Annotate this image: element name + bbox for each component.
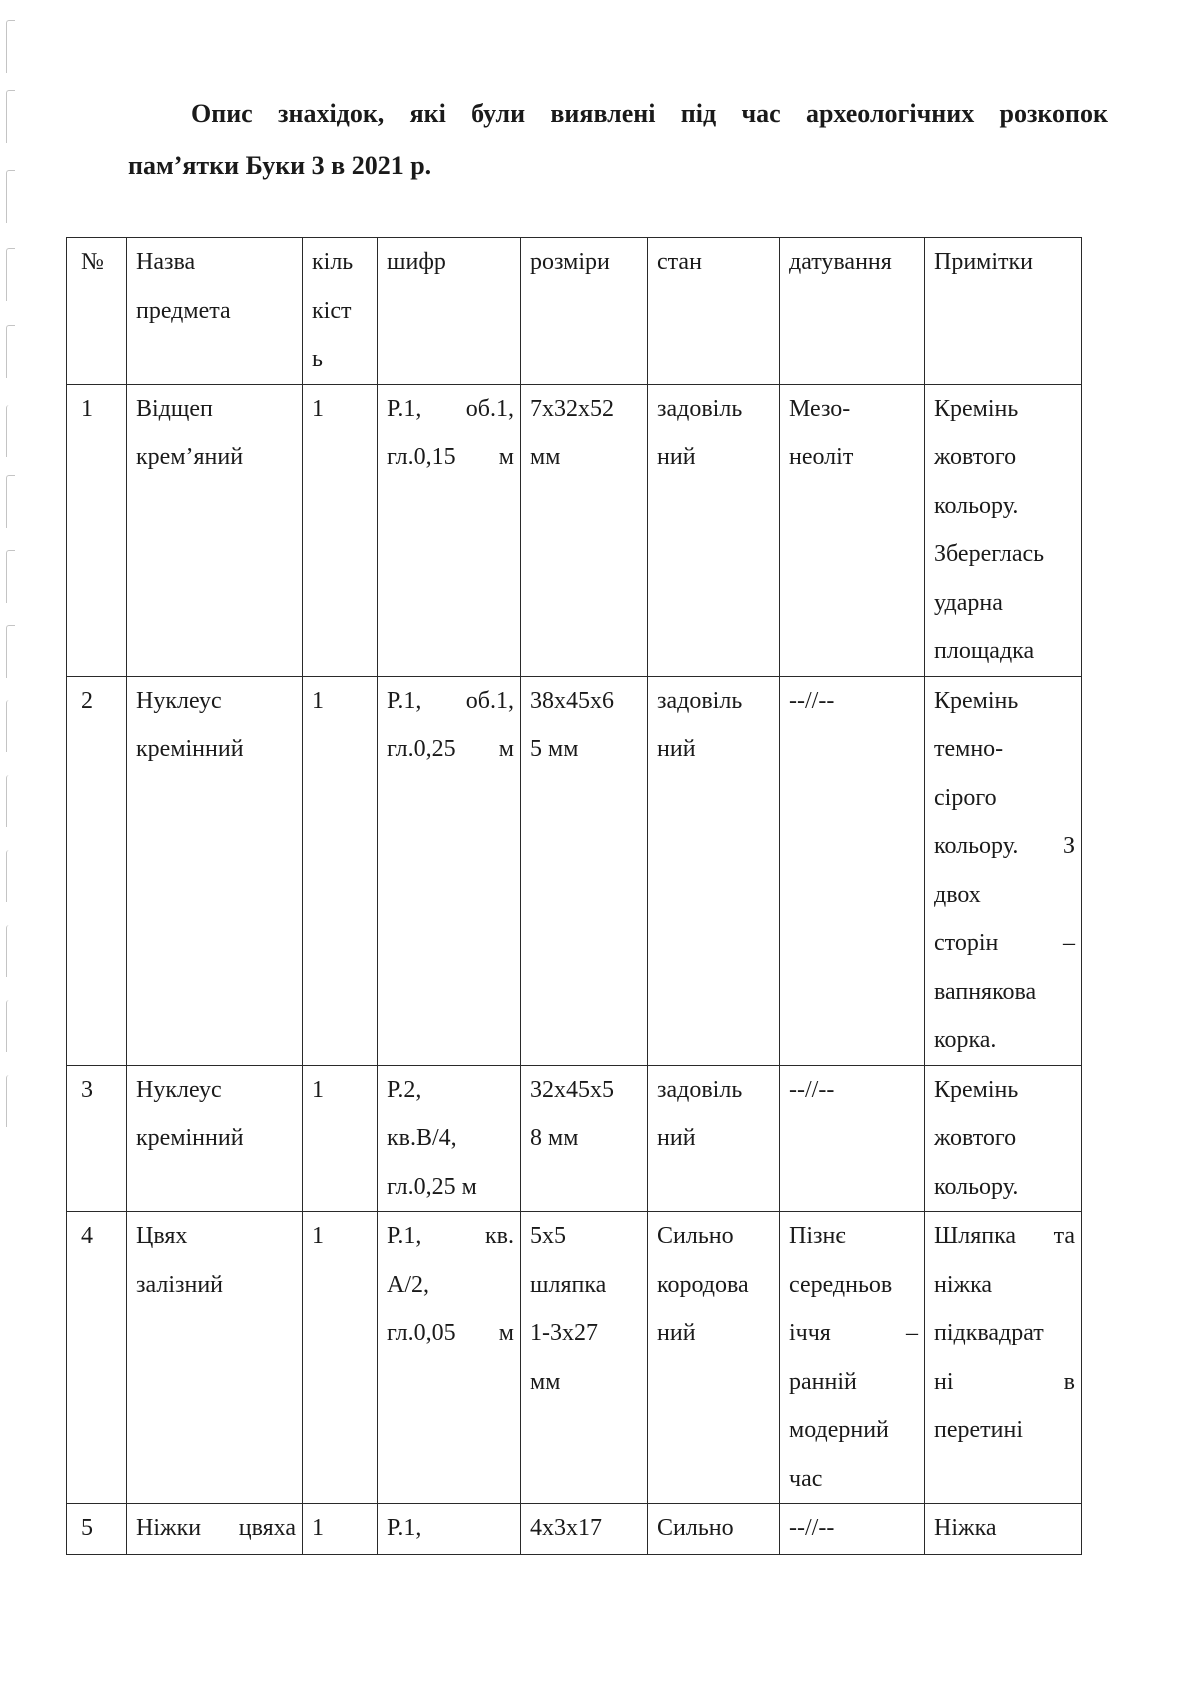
cell-date: Пізнє середньов іччя – ранній модерний час: [780, 1212, 925, 1504]
cell-name: Відщеп крем’яний: [127, 384, 303, 676]
cell-date: --//--: [780, 676, 925, 1065]
header-date: датування: [780, 238, 925, 385]
cell-code: Р.1, об.1, гл.0,25 м: [378, 676, 521, 1065]
header-size: розміри: [521, 238, 648, 385]
header-code: шифр: [378, 238, 521, 385]
cell-notes: Шляпка та ніжка підквадрат ні в перетині: [925, 1212, 1082, 1504]
table-row: [67, 384, 1082, 676]
cell-date: --//--: [780, 1504, 925, 1555]
cell-num: 1: [67, 384, 127, 676]
header-state: стан: [648, 238, 780, 385]
finds-table: [66, 237, 1082, 1555]
cell-state: задовіль ний: [648, 1065, 780, 1212]
cell-code: Р.1, кв. А/2, гл.0,05 м: [378, 1212, 521, 1504]
cell-name: Нуклеус кремінний: [127, 676, 303, 1065]
table-row: [67, 1504, 1082, 1555]
table-row: [67, 676, 1082, 1065]
cell-state: Сильно кородова ний: [648, 1212, 780, 1504]
heading-line-1: Опис знахідок, які були виявлені під час археологічних розкопок: [191, 99, 1108, 128]
cell-qty: 1: [303, 1504, 378, 1555]
table-row: [67, 1065, 1082, 1212]
cell-qty: 1: [303, 1212, 378, 1504]
cell-date: Мезо- неоліт: [780, 384, 925, 676]
cell-name: Нуклеус кремінний: [127, 1065, 303, 1212]
cell-size: 38х45х6 5 мм: [521, 676, 648, 1065]
cell-qty: 1: [303, 384, 378, 676]
cell-num: 2: [67, 676, 127, 1065]
cell-num: 5: [67, 1504, 127, 1555]
cell-state: задовіль ний: [648, 676, 780, 1065]
table-header-row: [67, 238, 1082, 385]
header-num: №: [67, 238, 127, 385]
cell-state: задовіль ний: [648, 384, 780, 676]
cell-size: 4х3х17: [521, 1504, 648, 1555]
cell-date: --//--: [780, 1065, 925, 1212]
cell-code: Р.2, кв.В/4, гл.0,25 м: [378, 1065, 521, 1212]
cell-name: Ніжки цвяха: [127, 1504, 303, 1555]
cell-qty: 1: [303, 676, 378, 1065]
cell-notes: Ніжка: [925, 1504, 1082, 1555]
scan-edge-marks: [6, 20, 18, 1220]
table-row: [67, 1212, 1082, 1504]
cell-num: 3: [67, 1065, 127, 1212]
cell-code: Р.1,: [378, 1504, 521, 1555]
header-qty: кіль кіст ь: [303, 238, 378, 385]
cell-name: Цвях залізний: [127, 1212, 303, 1504]
cell-state: Сильно: [648, 1504, 780, 1555]
cell-size: 5х5 шляпка 1-3х27 мм: [521, 1212, 648, 1504]
cell-qty: 1: [303, 1065, 378, 1212]
cell-notes: Кремінь жовтого кольору. Збереглась ударна площадка: [925, 384, 1082, 676]
header-notes: Примітки: [925, 238, 1082, 385]
cell-code: Р.1, об.1, гл.0,15 м: [378, 384, 521, 676]
header-name: Назва предмета: [127, 238, 303, 385]
cell-size: 32х45х5 8 мм: [521, 1065, 648, 1212]
cell-notes: Кремінь жовтого кольору.: [925, 1065, 1082, 1212]
heading-line-2: пам’ятки Буки 3 в 2021 р.: [128, 151, 432, 180]
cell-size: 7х32х52 мм: [521, 384, 648, 676]
document-heading: [128, 88, 1108, 192]
cell-num: 4: [67, 1212, 127, 1504]
cell-notes: Кремінь темно- сірого кольору. З двох сторін – вапнякова корка.: [925, 676, 1082, 1065]
